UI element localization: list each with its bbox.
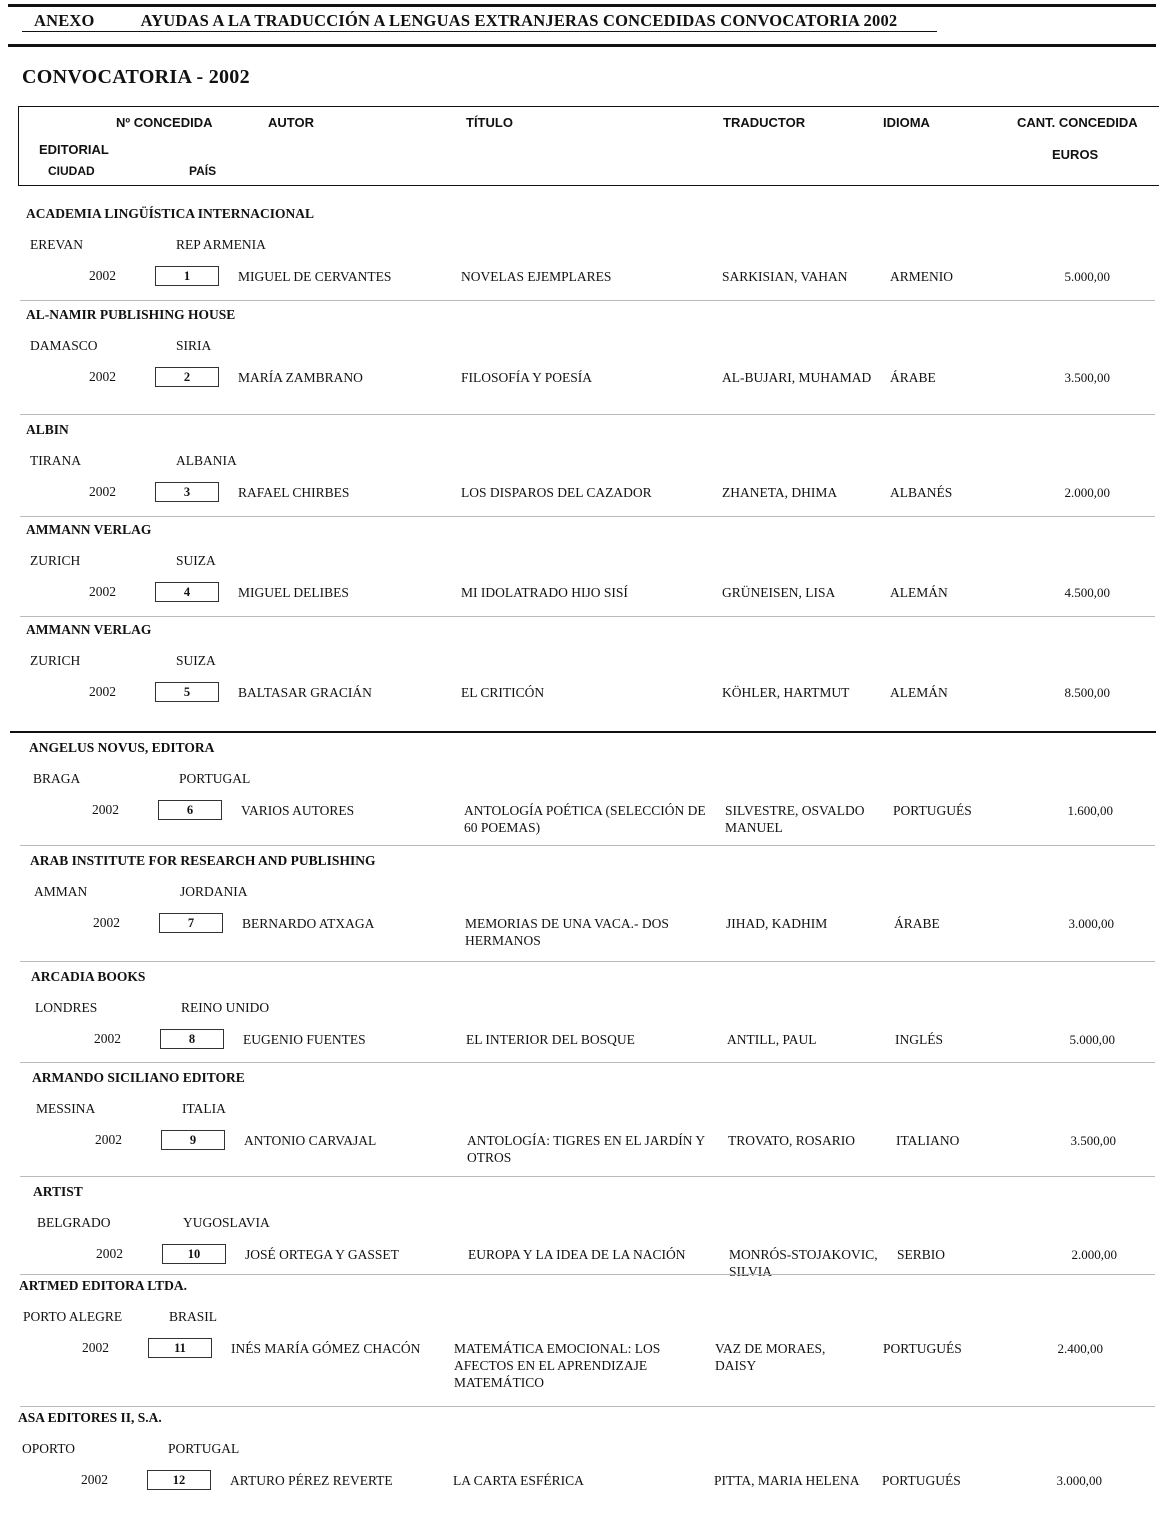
document-header — [22, 11, 937, 32]
grant-year: 2002 — [89, 584, 116, 599]
column-header-box — [18, 106, 1159, 186]
grant-year: 2002 — [81, 1472, 108, 1487]
translator-name: VAZ DE MORAES, DAISY — [715, 1341, 826, 1373]
col-pais: PAÍS — [189, 164, 217, 178]
target-language: ARMENIO — [890, 269, 953, 284]
translator-name: PITTA, MARIA HELENA — [714, 1473, 860, 1488]
granted-amount: 3.500,00 — [1070, 1133, 1116, 1148]
entry-separator — [20, 961, 1155, 962]
col-autor: AUTOR — [268, 115, 314, 130]
grant-number: 6 — [158, 800, 222, 820]
editorial-country: PORTUGAL — [179, 771, 251, 786]
editorial-city: ZURICH — [30, 653, 81, 668]
grant-number: 4 — [155, 582, 219, 602]
granted-amount: 5.000,00 — [1069, 1032, 1115, 1047]
col-n-concedida: Nº CONCEDIDA — [116, 115, 213, 130]
entry-block — [0, 307, 1160, 387]
grant-number: 5 — [155, 682, 219, 702]
author-name: RAFAEL CHIRBES — [238, 485, 350, 500]
translator-name: SARKISIAN, VAHAN — [722, 269, 848, 284]
grant-year: 2002 — [89, 484, 116, 499]
col-idioma: IDIOMA — [883, 115, 930, 130]
editorial-city: PORTO ALEGRE — [23, 1309, 123, 1324]
entry-block — [0, 422, 1160, 502]
editorial-name: ALBIN — [26, 422, 69, 437]
editorial-name: ARMANDO SICILIANO EDITORE — [32, 1070, 245, 1085]
book-title: MEMORIAS DE UNA VACA.- DOS HERMANOS — [465, 916, 669, 948]
granted-amount: 8.500,00 — [1064, 685, 1110, 700]
editorial-city: BELGRADO — [37, 1215, 111, 1230]
editorial-country: ITALIA — [182, 1101, 226, 1116]
editorial-name: ANGELUS NOVUS, EDITORA — [29, 740, 215, 755]
author-name: MIGUEL DE CERVANTES — [238, 269, 392, 284]
col-editorial: EDITORIAL — [39, 142, 109, 157]
target-language: ITALIANO — [896, 1133, 960, 1148]
translator-name: MONRÓS-STOJAKOVIC, SILVIA — [729, 1247, 878, 1279]
entry-separator — [20, 845, 1155, 846]
editorial-country: SUIZA — [176, 653, 216, 668]
target-language: PORTUGUÉS — [883, 1341, 962, 1356]
author-name: ANTONIO CARVAJAL — [244, 1133, 377, 1148]
grant-number: 11 — [148, 1338, 212, 1358]
editorial-city: AMMAN — [34, 884, 88, 899]
book-title: MI IDOLATRADO HIJO SISÍ — [461, 585, 628, 600]
entry-block — [0, 1410, 1160, 1490]
editorial-name: ARAB INSTITUTE FOR RESEARCH AND PUBLISHING — [30, 853, 376, 868]
grant-year: 2002 — [89, 268, 116, 283]
entry-block — [0, 1070, 1160, 1165]
granted-amount: 1.600,00 — [1067, 803, 1113, 818]
entry-block — [0, 622, 1160, 702]
entry-block — [0, 522, 1160, 602]
author-name: JOSÉ ORTEGA Y GASSET — [245, 1247, 399, 1262]
translator-name: AL-BUJARI, MUHAMAD — [722, 370, 872, 385]
entry-separator — [20, 1274, 1155, 1275]
grant-number: 9 — [161, 1130, 225, 1150]
author-name: EUGENIO FUENTES — [243, 1032, 366, 1047]
entry-separator — [20, 1062, 1155, 1063]
col-euros: EUROS — [1052, 147, 1099, 162]
grant-number: 8 — [160, 1029, 224, 1049]
col-ciudad: CIUDAD — [48, 164, 95, 178]
granted-amount: 5.000,00 — [1064, 269, 1110, 284]
target-language: PORTUGUÉS — [893, 803, 972, 818]
editorial-name: AL-NAMIR PUBLISHING HOUSE — [26, 307, 236, 322]
granted-amount: 3.000,00 — [1068, 916, 1114, 931]
convocatoria-heading: CONVOCATORIA - 2002 — [22, 66, 250, 88]
grant-number: 10 — [162, 1244, 226, 1264]
entry-block — [0, 969, 1160, 1049]
entry-separator — [20, 516, 1155, 517]
entry-separator — [20, 300, 1155, 301]
grant-year: 2002 — [93, 915, 120, 930]
editorial-country: REINO UNIDO — [181, 1000, 270, 1015]
entry-block — [0, 206, 1160, 286]
header-rule — [8, 44, 1156, 47]
book-title: ANTOLOGÍA POÉTICA (SELECCIÓN DE 60 POEMAS) — [464, 803, 706, 835]
book-title: ANTOLOGÍA: TIGRES EN EL JARDÍN Y OTROS — [467, 1133, 705, 1165]
granted-amount: 2.000,00 — [1071, 1247, 1117, 1262]
book-title: FILOSOFÍA Y POESÍA — [461, 370, 593, 385]
editorial-city: OPORTO — [22, 1441, 75, 1456]
translator-name: JIHAD, KADHIM — [726, 916, 828, 931]
author-name: MIGUEL DELIBES — [238, 585, 349, 600]
editorial-country: ALBANIA — [176, 453, 237, 468]
grant-number: 12 — [147, 1470, 211, 1490]
editorial-city: DAMASCO — [30, 338, 98, 353]
editorial-country: JORDANIA — [180, 884, 248, 899]
target-language: ÁRABE — [894, 916, 940, 931]
target-language: INGLÉS — [895, 1032, 943, 1047]
translator-name: GRÜNEISEN, LISA — [722, 585, 836, 600]
editorial-city: TIRANA — [30, 453, 81, 468]
grant-year: 2002 — [94, 1031, 121, 1046]
editorial-name: AMMANN VERLAG — [26, 622, 152, 637]
grant-number: 7 — [159, 913, 223, 933]
grant-number: 1 — [155, 266, 219, 286]
col-titulo: TÍTULO — [466, 115, 513, 130]
target-language: PORTUGUÉS — [882, 1473, 961, 1488]
col-traductor: TRADUCTOR — [723, 115, 806, 130]
target-language: ALEMÁN — [890, 685, 948, 700]
target-language: SERBIO — [897, 1247, 946, 1262]
author-name: VARIOS AUTORES — [241, 803, 355, 818]
grant-year: 2002 — [82, 1340, 109, 1355]
editorial-country: BRASIL — [169, 1309, 218, 1324]
translator-name: ZHANETA, DHIMA — [722, 485, 838, 500]
grant-year: 2002 — [89, 684, 116, 699]
author-name: ARTURO PÉREZ REVERTE — [230, 1473, 393, 1488]
translator-name: ANTILL, PAUL — [727, 1032, 817, 1047]
editorial-name: AMMANN VERLAG — [26, 522, 152, 537]
entry-block — [0, 740, 1160, 835]
editorial-name: ARTMED EDITORA LTDA. — [19, 1278, 187, 1293]
author-name: BERNARDO ATXAGA — [242, 916, 375, 931]
entry-block — [0, 853, 1160, 948]
grant-year: 2002 — [95, 1132, 122, 1147]
editorial-name: ACADEMIA LINGÜÍSTICA INTERNACIONAL — [26, 206, 315, 221]
book-title: NOVELAS EJEMPLARES — [461, 269, 612, 284]
author-name: INÉS MARÍA GÓMEZ CHACÓN — [231, 1341, 421, 1356]
book-title: EUROPA Y LA IDEA DE LA NACIÓN — [468, 1247, 686, 1262]
editorial-country: YUGOSLAVIA — [183, 1215, 270, 1230]
author-name: MARÍA ZAMBRANO — [238, 370, 363, 385]
target-language: ALBANÉS — [890, 485, 953, 500]
editorial-country: SIRIA — [176, 338, 212, 353]
editorial-city: MESSINA — [36, 1101, 96, 1116]
entry-separator — [20, 414, 1155, 415]
book-title: LA CARTA ESFÉRICA — [453, 1473, 584, 1488]
granted-amount: 4.500,00 — [1064, 585, 1110, 600]
entry-separator — [20, 1176, 1155, 1177]
entry-separator — [20, 616, 1155, 617]
editorial-name: ASA EDITORES II, S.A. — [18, 1410, 162, 1425]
granted-amount: 2.400,00 — [1057, 1341, 1103, 1356]
editorial-city: EREVAN — [30, 237, 84, 252]
translator-name: SILVESTRE, OSVALDO MANUEL — [725, 803, 865, 835]
section-divider — [10, 731, 1156, 733]
grant-number: 2 — [155, 367, 219, 387]
grant-year: 2002 — [96, 1246, 123, 1261]
editorial-country: REP ARMENIA — [176, 237, 266, 252]
editorial-city: BRAGA — [33, 771, 81, 786]
translator-name: TROVATO, ROSARIO — [728, 1133, 856, 1148]
entry-separator — [20, 1406, 1155, 1407]
top-rule — [8, 4, 1156, 7]
editorial-city: ZURICH — [30, 553, 81, 568]
book-title: LOS DISPAROS DEL CAZADOR — [461, 485, 652, 500]
target-language: ALEMÁN — [890, 585, 948, 600]
editorial-name: ARTIST — [33, 1184, 83, 1199]
translator-name: KÖHLER, HARTMUT — [722, 685, 850, 700]
book-title: EL CRITICÓN — [461, 685, 545, 700]
anexo-label: ANEXO — [22, 11, 107, 32]
entry-block — [0, 1184, 1160, 1279]
granted-amount: 2.000,00 — [1064, 485, 1110, 500]
col-cant-concedida: CANT. CONCEDIDA — [1017, 115, 1138, 130]
grant-number: 3 — [155, 482, 219, 502]
editorial-name: ARCADIA BOOKS — [31, 969, 146, 984]
editorial-country: PORTUGAL — [168, 1441, 240, 1456]
target-language: ÁRABE — [890, 370, 936, 385]
author-name: BALTASAR GRACIÁN — [238, 685, 372, 700]
book-title: EL INTERIOR DEL BOSQUE — [466, 1032, 635, 1047]
grant-year: 2002 — [92, 802, 119, 817]
document-title: AYUDAS A LA TRADUCCIÓN A LENGUAS EXTRANJERAS CONCEDIDAS CONVOCATORIA 2002 — [107, 11, 938, 32]
editorial-country: SUIZA — [176, 553, 216, 568]
granted-amount: 3.500,00 — [1064, 370, 1110, 385]
editorial-city: LONDRES — [35, 1000, 98, 1015]
grant-year: 2002 — [89, 369, 116, 384]
book-title: MATEMÁTICA EMOCIONAL: LOS AFECTOS EN EL APRENDIZAJE MATEMÁTICO — [454, 1341, 661, 1390]
entry-block — [0, 1278, 1160, 1390]
granted-amount: 3.000,00 — [1056, 1473, 1102, 1488]
